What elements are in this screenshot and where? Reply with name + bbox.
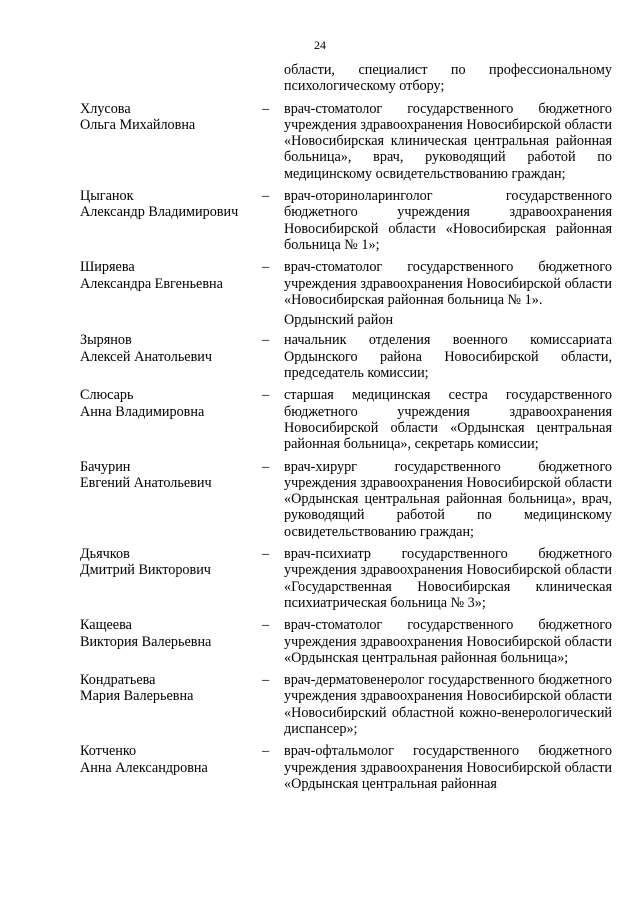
member-name: Хлусова Ольга Михайловна: [80, 100, 196, 133]
member-name: [80, 62, 262, 78]
member-name: Слюсарь Анна Владимировна: [80, 387, 205, 420]
member-name: Кащеева Виктория Валерьевна: [80, 617, 212, 650]
member-name: Котченко Анна Александровна: [80, 743, 208, 776]
list-entry: [80, 459, 612, 540]
list-entry: [80, 617, 612, 666]
list-entry: [80, 101, 612, 182]
dash: –: [262, 188, 270, 205]
member-position: врач-стоматолог государственного бюджетного учреждения здравоохранения Новосибирской области «Новосибирская клиническая центральная районная больница», врач, руководящий работой по медицинскому освидетельствованию граждан;: [284, 100, 612, 182]
list-entry: [80, 332, 612, 381]
member-position: врач-стоматолог государственного бюджетного учреждения здравоохранения Новосибирской области «Новосибирская районная больница № 1».: [284, 259, 612, 308]
list-entry: [80, 188, 612, 253]
member-name: Зырянов Алексей Анатольевич: [80, 332, 213, 365]
list-entry: [80, 62, 612, 95]
member-name: Дьячков Дмитрий Викторович: [80, 546, 211, 579]
list-entry: [80, 259, 612, 308]
list-entry: [80, 672, 612, 737]
member-position: области, специалист по профессиональному психологическому отбору;: [284, 62, 612, 95]
member-position: врач-дерматовенеролог государственного бюджетного учреждения здравоохранения Новосибирской области «Новосибирский областной кожно-венерологический диспансер»;: [284, 672, 612, 737]
dash: –: [262, 617, 270, 634]
member-name: Кондратьева Мария Валерьевна: [80, 672, 194, 705]
section-title: Ордынский район: [284, 312, 394, 329]
dash: –: [262, 672, 270, 689]
member-position: врач-психиатр государственного бюджетного учреждения здравоохранения Новосибирской области «Государственная Новосибирская клиническая психиатрическая больница № 3»;: [284, 546, 612, 611]
list-entry: [80, 387, 612, 452]
page-number: 24: [314, 38, 326, 52]
dash: –: [262, 100, 270, 117]
member-position: врач-хирург государственного бюджетного учреждения здравоохранения Новосибирской области «Ордынская центральная районная больница», врач, руководящий работой по медицинскому освидетельствованию граждан;: [284, 458, 612, 540]
member-position: врач-оториноларинголог государственного бюджетного учреждения здравоохранения Новосибирской области «Новосибирская районная больница № 1»;: [284, 188, 612, 253]
dash: –: [262, 458, 270, 475]
dash: –: [262, 743, 270, 760]
member-position: старшая медицинская сестра государственного бюджетного учреждения здравоохранения Новосибирской области «Ордынская центральная районная больница», секретарь комиссии;: [284, 387, 612, 453]
member-name: Ширяева Александра Евгеньевна: [80, 259, 223, 292]
list-entry: [80, 743, 612, 792]
member-name: Цыганок Александр Владимирович: [80, 188, 239, 221]
dash: –: [262, 259, 270, 276]
member-position: врач-стоматолог государственного бюджетного учреждения здравоохранения Новосибирской области «Ордынская центральная районная больница»;: [284, 617, 612, 666]
member-name: Бачурин Евгений Анатольевич: [80, 458, 212, 491]
dash: –: [262, 387, 270, 404]
dash: –: [262, 332, 270, 349]
member-position: начальник отделения военного комиссариата Ордынского района Новосибирской области, председатель комиссии;: [284, 332, 612, 382]
list-entry: [80, 546, 612, 611]
member-position: врач-офтальмолог государственного бюджетного учреждения здравоохранения Новосибирской области «Ордынская центральная районная: [284, 743, 612, 792]
dash: –: [262, 546, 270, 563]
member-list: [80, 62, 612, 792]
